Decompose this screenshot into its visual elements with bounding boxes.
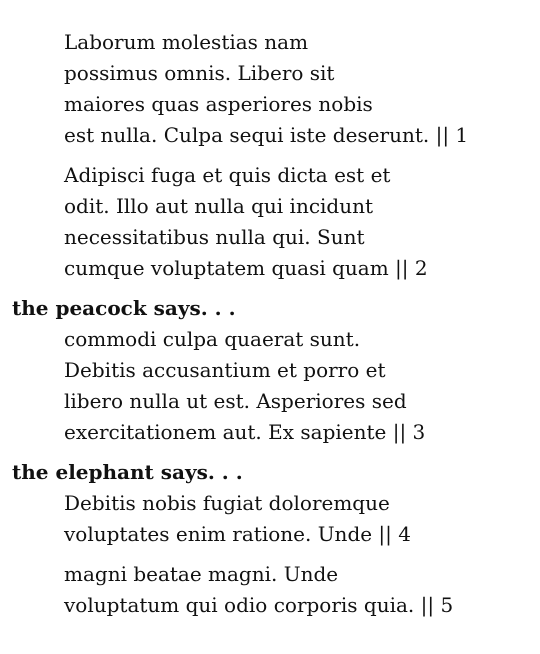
stanza-line: possimus omnis. Libero sit bbox=[64, 61, 335, 85]
stanza-line: Debitis accusantium et porro et bbox=[64, 358, 386, 382]
stanza-line: odit. Illo aut nulla qui incidunt bbox=[64, 194, 374, 218]
stanza-line: commodi culpa quaerat sunt. bbox=[64, 327, 361, 351]
stanza-2 bbox=[0, 160, 540, 284]
stanza-line: necessitatibus nulla qui. Sunt bbox=[64, 225, 365, 249]
stanza-line: est nulla. Culpa sequi iste deserunt. || 1 bbox=[64, 123, 469, 147]
speaker-label: the elephant says. . . bbox=[12, 460, 243, 484]
document-body bbox=[0, 27, 540, 630]
stanza-4 bbox=[0, 457, 540, 550]
stanza-line: maiores quas asperiores nobis bbox=[64, 92, 373, 116]
stanza-line: cumque voluptatem quasi quam || 2 bbox=[64, 256, 428, 280]
stanza-5 bbox=[0, 559, 540, 621]
stanza-line: Laborum molestias nam bbox=[64, 30, 309, 54]
stanza-line: Debitis nobis fugiat doloremque bbox=[64, 491, 390, 515]
speaker-label: the peacock says. . . bbox=[12, 296, 236, 320]
stanza-line: voluptates enim ratione. Unde || 4 bbox=[64, 522, 411, 546]
stanza-line: libero nulla ut est. Asperiores sed bbox=[64, 389, 407, 413]
stanza-line: exercitationem aut. Ex sapiente || 3 bbox=[64, 420, 426, 444]
stanza-3 bbox=[0, 293, 540, 448]
stanza-line: Adipisci fuga et quis dicta est et bbox=[64, 163, 391, 187]
stanza-line: voluptatum qui odio corporis quia. || 5 bbox=[64, 593, 454, 617]
stanza-1 bbox=[0, 27, 540, 151]
stanza-line: magni beatae magni. Unde bbox=[64, 562, 339, 586]
